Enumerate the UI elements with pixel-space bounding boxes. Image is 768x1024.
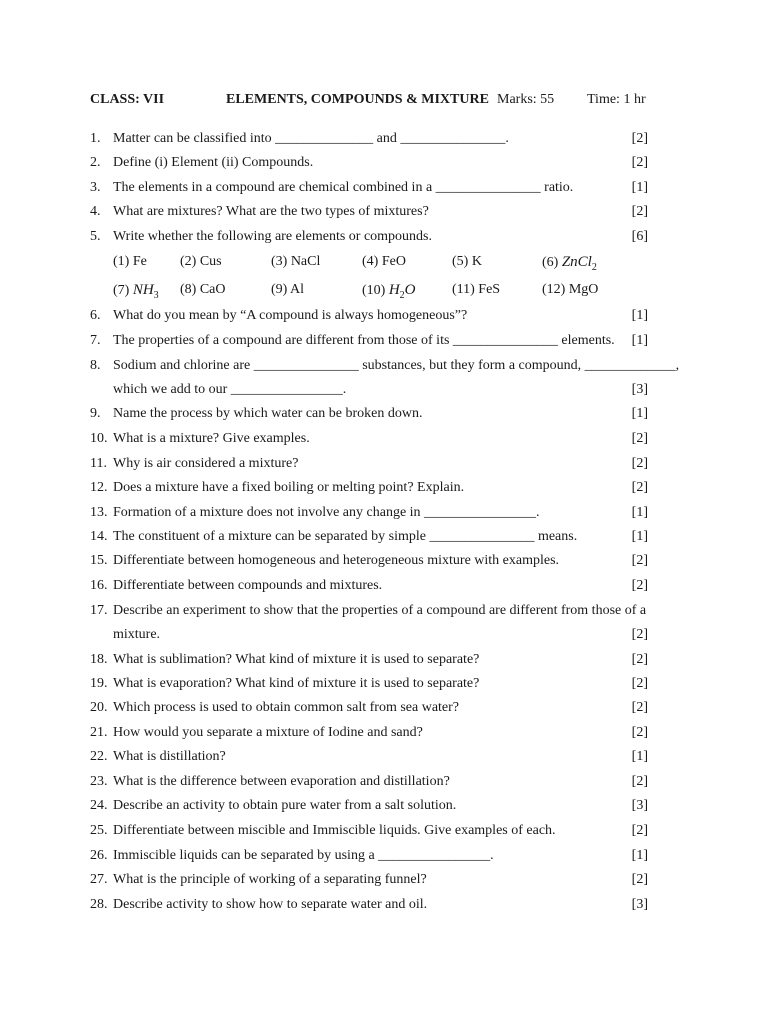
question-row <box>90 700 650 720</box>
question-row <box>90 308 650 328</box>
question-number: 27. <box>90 872 108 887</box>
question-text: Which process is used to obtain common salt from sea water? <box>113 700 460 715</box>
total-marks: Marks: 55 <box>497 92 555 107</box>
question-number: 15. <box>90 553 108 568</box>
question-marks: [2] <box>631 553 648 568</box>
option-label: (4) FeO <box>362 254 406 269</box>
question-text: Write whether the following are elements or compounds. <box>113 229 433 244</box>
option-label: (12) MgO <box>542 282 599 297</box>
question-text: Why is air considered a mixture? <box>113 456 299 471</box>
chemical-formula <box>561 254 597 273</box>
question-marks: [2] <box>631 578 648 593</box>
question-row <box>90 676 650 696</box>
compound-option <box>113 282 159 301</box>
question-text: Immiscible liquids can be separated by using a ________________. <box>113 848 494 863</box>
question-text: Differentiate between miscible and Immiscible liquids. Give examples of each. <box>113 823 556 838</box>
question-number: 23. <box>90 774 108 789</box>
question-row <box>90 406 650 426</box>
question-marks: [2] <box>631 725 648 740</box>
question-number: 7. <box>90 333 101 348</box>
question-marks: [2] <box>631 872 648 887</box>
question-number: 1. <box>90 131 101 146</box>
question-text: How would you separate a mixture of Iodine and sand? <box>113 725 423 740</box>
class-label: CLASS: VII <box>90 92 165 107</box>
question-row <box>90 358 680 378</box>
option-label: (8) CaO <box>180 282 226 297</box>
question-text: Does a mixture have a fixed boiling or melting point? Explain. <box>113 480 465 495</box>
question-row <box>90 553 650 573</box>
question-row <box>90 627 650 647</box>
question-marks: [3] <box>631 897 648 912</box>
question-number: 6. <box>90 308 101 323</box>
question-row <box>90 431 650 451</box>
question-row <box>90 456 650 476</box>
compound-option <box>542 282 598 298</box>
question-row <box>90 505 650 525</box>
question-number: 24. <box>90 798 108 813</box>
question-marks: [2] <box>631 652 648 667</box>
question-marks: [1] <box>631 406 648 421</box>
question-marks: [2] <box>631 431 648 446</box>
question-number: 19. <box>90 676 108 691</box>
formula-base: NH <box>132 282 154 298</box>
question-marks: [2] <box>631 456 648 471</box>
page-title: ELEMENTS, COMPOUNDS & MIXTURE <box>226 92 489 107</box>
question-number: 18. <box>90 652 108 667</box>
question-number: 9. <box>90 406 101 421</box>
compound-option <box>362 282 416 301</box>
compound-option <box>452 282 500 298</box>
question-text: What is distillation? <box>113 749 226 764</box>
question-row <box>90 603 650 623</box>
question-row <box>90 333 650 353</box>
question-number: 4. <box>90 204 101 219</box>
question-number: 22. <box>90 749 108 764</box>
question-row <box>90 652 650 672</box>
question-text: mixture. <box>113 627 161 642</box>
question-number: 17. <box>90 603 108 618</box>
compound-option <box>180 254 222 270</box>
chemical-formula <box>388 282 416 301</box>
question-marks: [2] <box>631 155 648 170</box>
question-marks: [1] <box>631 180 648 195</box>
question-text: What do you mean by “A compound is always homogeneous”? <box>113 308 468 323</box>
question-number: 13. <box>90 505 108 520</box>
question-text: What are mixtures? What are the two types of mixtures? <box>113 204 429 219</box>
option-label: (6) <box>542 255 562 270</box>
question-row <box>90 798 650 818</box>
question-text: Describe an activity to obtain pure water from a salt solution. <box>113 798 457 813</box>
question-text: What is evaporation? What kind of mixture it is used to separate? <box>113 676 480 691</box>
question-number: 16. <box>90 578 108 593</box>
question-row <box>90 897 650 917</box>
option-label: (1) Fe <box>113 254 147 269</box>
compound-option <box>271 282 304 298</box>
question-marks: [1] <box>631 749 648 764</box>
question-row <box>90 774 650 794</box>
option-label: (3) NaCl <box>271 254 321 269</box>
question-text: The constituent of a mixture can be separated by simple _______________ means. <box>113 529 578 544</box>
chemical-formula <box>132 282 159 301</box>
question-row <box>90 180 650 200</box>
question-number: 26. <box>90 848 108 863</box>
question-number: 3. <box>90 180 101 195</box>
option-label: (2) Cus <box>180 254 222 269</box>
compound-option <box>452 254 482 270</box>
question-number: 20. <box>90 700 108 715</box>
question-row <box>90 529 650 549</box>
compound-option <box>113 254 147 270</box>
question-marks: [2] <box>631 774 648 789</box>
question-number: 12. <box>90 480 108 495</box>
question-number: 28. <box>90 897 108 912</box>
question-text: Formation of a mixture does not involve any change in ________________. <box>113 505 540 520</box>
question-text: What is the difference between evaporation and distillation? <box>113 774 450 789</box>
question-number: 10. <box>90 431 108 446</box>
question-text: What is the principle of working of a separating funnel? <box>113 872 427 887</box>
question-text: The properties of a compound are different from those of its _______________ elements. <box>113 333 615 348</box>
question-text: The elements in a compound are chemical combined in a _______________ ratio. <box>113 180 574 195</box>
question-text: Differentiate between compounds and mixtures. <box>113 578 383 593</box>
question-number: 8. <box>90 358 101 373</box>
question-number: 2. <box>90 155 101 170</box>
compound-option <box>180 282 226 298</box>
question-number: 21. <box>90 725 108 740</box>
question-row <box>90 204 650 224</box>
question-text: Matter can be classified into ______________ and _______________. <box>113 131 509 146</box>
question-row <box>90 480 650 500</box>
question-marks: [6] <box>631 229 648 244</box>
question-number: 5. <box>90 229 101 244</box>
question-text: Describe an experiment to show that the properties of a compound are different from those of a <box>113 603 647 618</box>
question-marks: [1] <box>631 848 648 863</box>
question-text: What is sublimation? What kind of mixture it is used to separate? <box>113 652 480 667</box>
formula-base: H <box>388 282 400 298</box>
question-text: Differentiate between homogeneous and heterogeneous mixture with examples. <box>113 553 560 568</box>
formula-subscript: 2 <box>399 290 405 301</box>
question-marks: [2] <box>631 676 648 691</box>
question-marks: [2] <box>631 700 648 715</box>
option-label: (7) <box>113 283 133 298</box>
question-number: 11. <box>90 456 107 471</box>
time-limit: Time: 1 hr <box>587 92 646 107</box>
question-marks: [1] <box>631 308 648 323</box>
formula-subscript: 3 <box>153 290 159 301</box>
question-marks: [2] <box>631 627 648 642</box>
option-label: (10) <box>362 283 389 298</box>
question-marks: [1] <box>631 529 648 544</box>
question-row <box>90 155 650 175</box>
question-marks: [2] <box>631 823 648 838</box>
question-marks: [1] <box>631 333 648 348</box>
question-text: Sodium and chlorine are _______________ substances, but they form a compound, _____________, <box>113 358 680 373</box>
question-text: which we add to our ________________. <box>113 382 347 397</box>
question-text: Define (i) Element (ii) Compounds. <box>113 155 314 170</box>
page-header <box>90 92 690 112</box>
compound-option <box>271 254 320 270</box>
option-label: (9) Al <box>271 282 305 297</box>
question-marks: [3] <box>631 798 648 813</box>
question-row <box>90 131 650 151</box>
question-marks: [2] <box>631 131 648 146</box>
question-row <box>90 872 650 892</box>
question-row <box>90 749 650 769</box>
compound-option <box>542 254 597 273</box>
question-number: 14. <box>90 529 108 544</box>
question-marks: [2] <box>631 204 648 219</box>
option-label: (11) FeS <box>452 282 501 297</box>
question-text: Name the process by which water can be broken down. <box>113 406 423 421</box>
question-marks: [2] <box>631 480 648 495</box>
question-text: Describe activity to show how to separate water and oil. <box>113 897 428 912</box>
formula-base: ZnCl <box>561 254 592 270</box>
question-row <box>90 823 650 843</box>
option-label: (5) K <box>452 254 482 269</box>
question-text: What is a mixture? Give examples. <box>113 431 310 446</box>
question-row <box>90 382 650 402</box>
question-row <box>90 848 650 868</box>
question-row <box>90 578 650 598</box>
compound-option <box>362 254 406 270</box>
question-marks: [3] <box>631 382 648 397</box>
question-marks: [1] <box>631 505 648 520</box>
formula-subscript: 2 <box>591 262 597 273</box>
question-row <box>90 229 650 249</box>
question-row <box>90 725 650 745</box>
formula-tail: O <box>404 282 416 298</box>
question-number: 25. <box>90 823 108 838</box>
